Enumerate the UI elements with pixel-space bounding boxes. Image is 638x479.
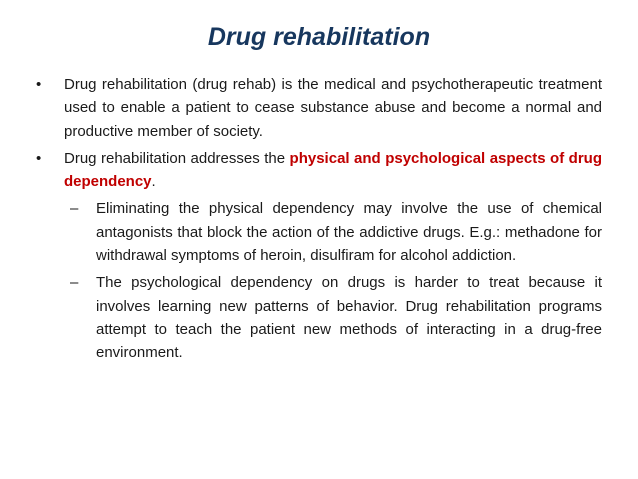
- slide-title: Drug rehabilitation: [207, 23, 431, 51]
- bullet-marker: •: [36, 76, 42, 93]
- sub-bullet-text: The psychological dependency on drugs is harder to treat because it involves learning new patterns of behavior. Drug rehabilitation programs attempt to teach the patient new methods of interacting in a drug-free environment.: [96, 274, 602, 362]
- bullet-marker: •: [36, 149, 42, 167]
- bullet-text-end: .: [151, 173, 156, 191]
- sub-bullet-item: [68, 271, 602, 364]
- sub-bullet-marker: –: [70, 274, 79, 292]
- bullet-item: [30, 73, 602, 143]
- bullet-item: [30, 147, 602, 194]
- slide-body: [30, 73, 602, 369]
- sub-bullet-marker: –: [70, 200, 79, 218]
- bullet-text: Drug rehabilitation addresses the: [64, 149, 290, 167]
- highlighted-text: physical and psychological aspects of drug dependency: [64, 149, 603, 191]
- sub-bullet-item: [68, 197, 602, 267]
- sub-bullet-text: Eliminating the physical dependency may involve the use of chemical antagonists that block the action of the addictive drugs. E.g.: methadone for withdrawal symptoms of heroin, disulfiram for alcohol addiction.: [96, 200, 602, 265]
- bullet-text: Drug rehabilitation (drug rehab) is the medical and psychotherapeutic treatment used to enable a patient to cease substance abuse and become a normal and productive member of society.: [64, 76, 602, 140]
